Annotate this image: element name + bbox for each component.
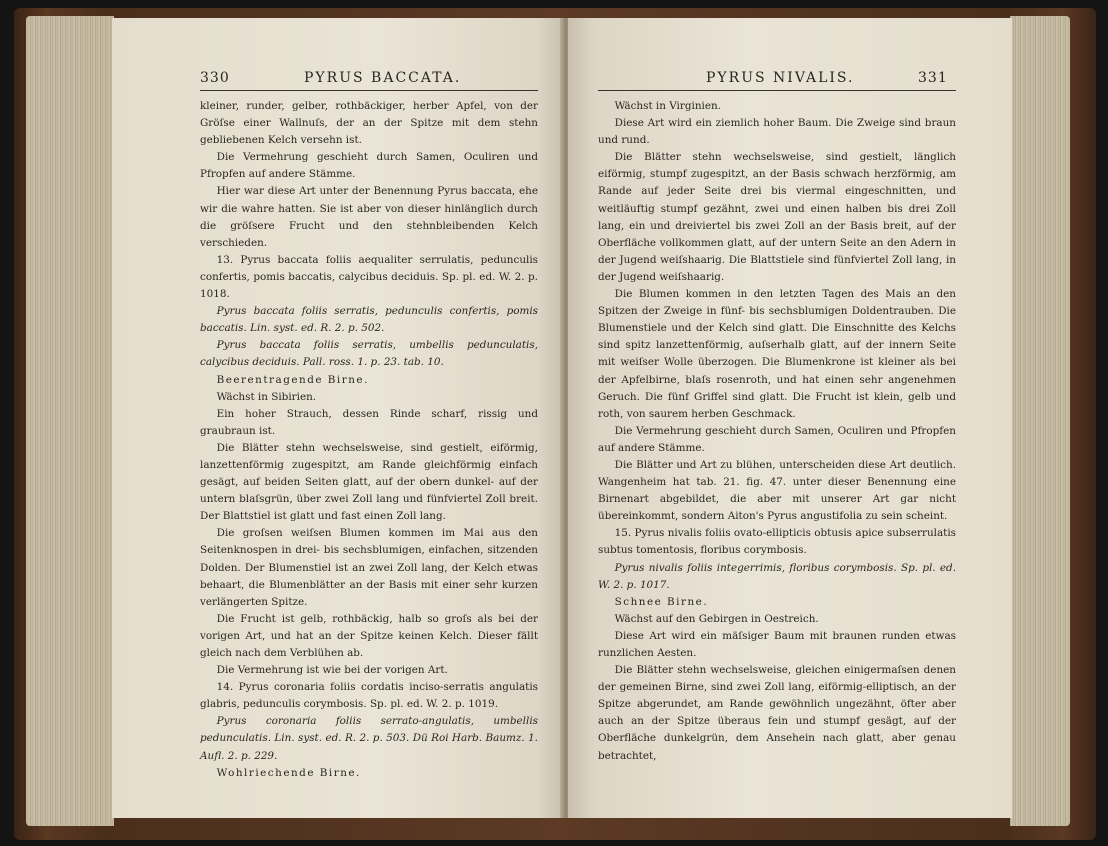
- common-name: Beerentragende Birne.: [216, 373, 369, 386]
- paragraph: Pyrus coronaria foliis serrato-angulatis, umbellis pedunculatis. Lin. syst. ed. R. 2. p. 503. Dü Roi Harb. Baumz. 1. Aufl. 2. p. 229.: [200, 715, 538, 762]
- common-name: Wohlriechende Birne.: [216, 766, 361, 779]
- right-page: [568, 18, 1012, 818]
- left-header-rule: [200, 90, 538, 91]
- left-running-head: PYRUS BACCATA.: [304, 70, 462, 86]
- right-header-rule: [598, 90, 956, 91]
- paragraph: Die Blätter stehn wechselsweise, sind gestielt, eiförmig, lanzettenförmig zugespitzt, am Rande gleichförmig einfach gesägt, auf beiden Seiten glatt, auf der obern dunkel- auf der untern blaſsgrün, über zwei Zoll lang und fünfviertel Zoll breit. Der Blattstiel ist glatt und fast einen Zoll lang.: [200, 441, 538, 523]
- page-edges-left: [26, 16, 114, 826]
- paragraph: Wächst in Virginien.: [614, 100, 721, 112]
- paragraph: Ein hoher Strauch, dessen Rinde scharf, rissig und graubraun ist.: [200, 407, 538, 437]
- left-page-number: 330: [200, 70, 230, 86]
- paragraph: kleiner, runder, gelber, rothbäckiger, herber Apfel, von der Gröſse einer Wallnuſs, der an der Spitze mit dem stehn gebliebenen Kelch versehn ist.: [200, 100, 538, 147]
- right-page-body: [598, 98, 956, 765]
- paragraph: 14. Pyrus coronaria foliis cordatis inciso-serratis angulatis glabris, pedunculis corymbosis. Sp. pl. ed. W. 2. p. 1019.: [200, 681, 538, 711]
- right-page-number: 331: [918, 70, 948, 86]
- paragraph: Hier war diese Art unter der Benennung Pyrus baccata, ehe wir die wahre hatten. Sie ist aber von dieser hinlänglich durch die gröſsere Frucht und den stehnbleibenden Kelch verschieden.: [200, 185, 538, 249]
- paragraph: Die Vermehrung geschieht durch Samen, Oculiren und Pfropfen auf andere Stämme.: [200, 151, 538, 181]
- paragraph: Die Vermehrung geschieht durch Samen, Oculiren und Pfropfen auf andere Stämme.: [598, 424, 956, 454]
- paragraph: Diese Art wird ein ziemlich hoher Baum. Die Zweige sind braun und rund.: [598, 117, 956, 147]
- paragraph: Diese Art wird ein mäſsiger Baum mit braunen runden etwas runzlichen Aesten.: [598, 629, 956, 659]
- paragraph: Die Blätter stehn wechselsweise, sind gestielt, länglich eiförmig, stumpf zugespitzt, an der Basis schwach herzförmig, am Rande auf jeder Seite drei bis viermal eingeschnitten, und weitläuftig stumpf gezähnt, zwei und einen halben bis drei Zoll lang, ein und dreiviertel bis zwei Zoll an der Basis breit, auf der Oberfläche vollkommen glatt, auf der untern Seite an den Adern in der Jugend weiſshaarig. Die Blattstiele sind fünfviertel Zoll lang, in der Jugend weiſshaarig.: [598, 151, 956, 283]
- paragraph: Die Blätter und Art zu blühen, unterscheiden diese Art deutlich. Wangenheim hat tab. 21. fig. 47. unter dieser Benennung eine Birnenart abgebildet, die aber mit unserer Art gar nicht übereinkommt, sondern Aiton's Pyrus angustifolia zu sein scheint.: [598, 458, 956, 523]
- page-edges-right: [1010, 16, 1070, 826]
- paragraph: 13. Pyrus baccata foliis aequaliter serrulatis, pedunculis confertis, pomis baccatis, calycibus deciduis. Sp. pl. ed. W. 2. p. 1018.: [200, 253, 538, 301]
- left-page: [112, 18, 564, 818]
- paragraph: Die Blätter stehn wechselsweise, gleichen einigermaſsen denen der gemeinen Birne, sind zwei Zoll lang, eiförmig-elliptisch, an der Spitze abgerundet, am Rande gewöhnlich ungezähnt, öfter aber auch an der Spitze überaus fein und stumpf gesägt, auf der Oberfläche dunkelgrün, dem Ansehein nach glatt, aber genau betrachtet,: [598, 664, 956, 762]
- common-name: Schnee Birne.: [614, 595, 709, 608]
- paragraph: Wächst in Sibirien.: [216, 390, 317, 403]
- paragraph: 15. Pyrus nivalis foliis ovato-ellipticis obtusis apice subserrulatis subtus tomentosis, floribus corymbosis.: [598, 527, 956, 557]
- paragraph: Die Vermehrung ist wie bei der vorigen Art.: [216, 664, 448, 677]
- paragraph: Die Frucht ist gelb, rothbäckig, halb so groſs als bei der vorigen Art, und hat an der Spitze keinen Kelch. Dieser fällt gleich nach dem Verblühen ab.: [200, 612, 538, 659]
- paragraph: Pyrus baccata foliis serratis, umbellis pedunculatis, calycibus deciduis. Pall. ross. 1. p. 23. tab. 10.: [200, 339, 538, 369]
- paragraph: Die Blumen kommen in den letzten Tagen des Mais an den Spitzen der Zweige in fünf- bis sechsblumigen Doldentrauben. Die Blumenstiele und der Kelch sind glatt. Die Einschnitte des Kelchs sind spitz lanzettenförmig, auſserhalb glatt, auf der innern Seite mit weiſser Wolle überzogen. Die Blumenkrone ist kleiner als bei der Apfelbirne, blaſs rosenroth, und hat einen sehr angenehmen Geruch. Die fünf Griffel sind glatt. Die Frucht ist klein, gelb und roth, von saurem herben Geschmack.: [598, 288, 956, 420]
- paragraph: Die groſsen weiſsen Blumen kommen im Mai aus den Seitenknospen in drei- bis sechsblumigen, einfachen, sitzenden Dolden. Der Blumenstiel ist an zwei Zoll lang, der Kelch etwas behaart, die Blumenblätter an der Basis mit einer sehr kurzen verlängerten Spitze.: [200, 527, 538, 608]
- right-running-head: PYRUS NIVALIS.: [706, 70, 855, 86]
- paragraph: Pyrus baccata foliis serratis, pedunculis confertis, pomis baccatis. Lin. syst. ed. R. 2. p. 502.: [200, 305, 538, 335]
- paragraph: Pyrus nivalis foliis integerrimis, floribus corymbosis. Sp. pl. ed. W. 2. p. 1017.: [598, 561, 956, 591]
- left-page-body: [200, 98, 538, 782]
- paragraph: Wächst auf den Gebirgen in Oestreich.: [614, 612, 819, 625]
